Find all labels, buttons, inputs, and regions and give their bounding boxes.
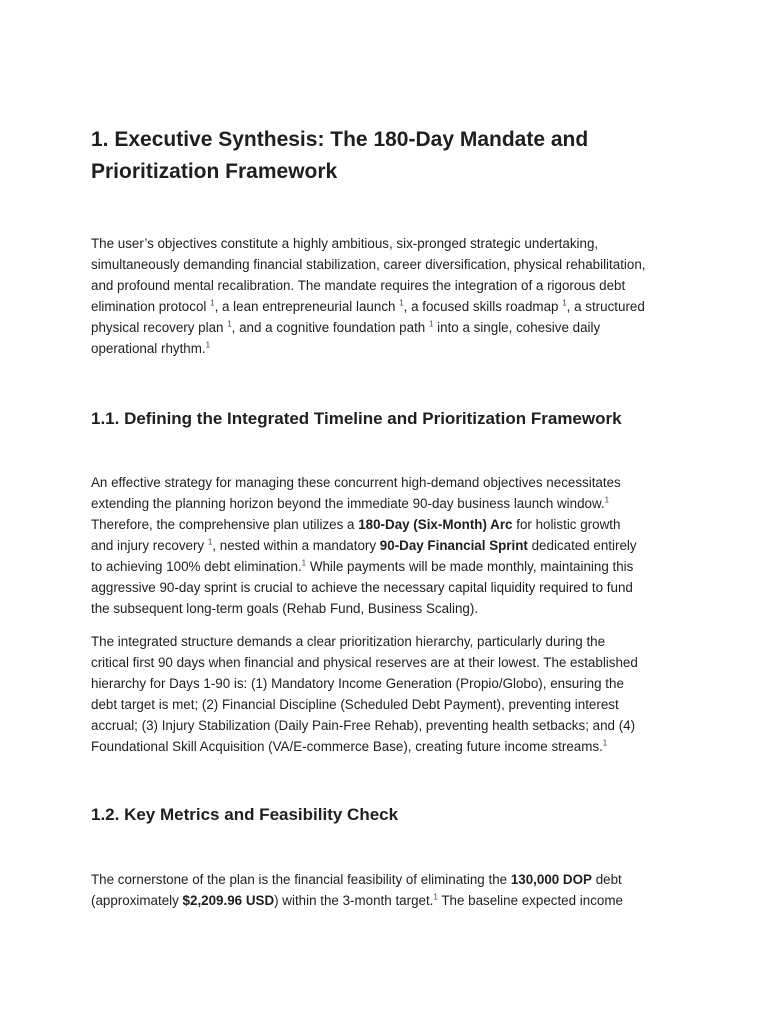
text-segment: extending the planning horizon beyond the immediate 90-day business launch window.: [91, 496, 605, 511]
text-segment: debt: [591, 872, 622, 887]
heading-line: 1. Executive Synthesis: The 180-Day Mandate and: [91, 128, 589, 151]
text-line: [91, 338, 681, 359]
text-segment: operational rhythm.: [91, 341, 206, 356]
text-line: [91, 736, 681, 757]
text-segment: and injury recovery: [91, 538, 208, 553]
text-segment: The baseline expected income: [437, 893, 623, 908]
heading-line: Prioritization Framework: [91, 160, 338, 183]
text-line: [91, 514, 681, 535]
text-segment: While payments will be made monthly, maintaining this: [306, 559, 634, 574]
text-segment: into a single, cohesive daily: [433, 320, 601, 335]
text-line: [91, 493, 681, 514]
bold-term: 130,000 DOP: [510, 872, 592, 887]
text-line: The user’s objectives constitute a highly ambitious, six-pronged strategic undertaking,: [91, 236, 599, 251]
paragraph-key-metrics: [91, 869, 681, 911]
section-1-2-heading: 1.2. Key Metrics and Feasibility Check: [91, 805, 399, 824]
text-segment: ) within the 3-month target.: [274, 893, 434, 908]
footnote-ref[interactable]: 1: [301, 558, 307, 568]
text-line: and profound mental recalibration. The mandate requires the integration of a rigorous debt: [91, 278, 626, 293]
text-line: [91, 556, 681, 577]
text-line: [91, 869, 681, 890]
text-segment: (approximately: [91, 893, 183, 908]
text-segment: , a lean entrepreneurial launch: [214, 299, 396, 314]
text-segment: dedicated entirely: [527, 538, 637, 553]
footnote-ref[interactable]: 1: [604, 495, 610, 505]
text-line: debt target is met; (2) Financial Discipline (Scheduled Debt Payment), preventing interest: [91, 697, 619, 712]
paragraph-executive-synthesis: [91, 233, 681, 359]
text-segment: , a focused skills roadmap: [403, 299, 559, 314]
text-segment: , a structured: [566, 299, 645, 314]
text-segment: to achieving 100% debt elimination.: [91, 559, 302, 574]
text-line: hierarchy for Days 1-90 is: (1) Mandatory Income Generation (Propio/Globo), ensuring the: [91, 676, 624, 691]
text-line: critical first 90 days when financial and physical reserves are at their lowest. The established: [91, 655, 638, 670]
text-segment: physical recovery plan: [91, 320, 224, 335]
footnote-ref[interactable]: 1: [399, 298, 404, 308]
text-segment: elimination protocol: [91, 299, 207, 314]
section-1-heading: [91, 124, 681, 188]
text-line: aggressive 90-day sprint is crucial to achieve the necessary capital liquidity required to fund: [91, 580, 633, 595]
footnote-ref[interactable]: 1: [562, 298, 567, 308]
footnote-ref[interactable]: 1: [602, 738, 608, 748]
footnote-ref[interactable]: 1: [428, 319, 434, 329]
footnote-ref[interactable]: 1: [207, 537, 213, 547]
text-segment: , and a cognitive foundation path: [231, 320, 426, 335]
bold-term: $2,209.96 USD: [182, 893, 275, 908]
text-line: simultaneously demanding financial stabilization, career diversification, physical rehabilitation,: [91, 257, 646, 272]
bold-term: 90-Day Financial Sprint: [379, 538, 528, 553]
footnote-ref[interactable]: 1: [205, 340, 211, 350]
paragraph-integrated-timeline: [91, 472, 681, 619]
text-line: The integrated structure demands a clear prioritization hierarchy, particularly during the: [91, 634, 606, 649]
bold-term: 180-Day (Six-Month) Arc: [358, 517, 513, 532]
text-line: An effective strategy for managing these concurrent high-demand objectives necessitates: [91, 475, 621, 490]
section-1-1-heading: 1.1. Defining the Integrated Timeline and Prioritization Framework: [91, 409, 622, 428]
text-segment: Therefore, the comprehensive plan utilizes a: [91, 517, 359, 532]
footnote-ref[interactable]: 1: [227, 319, 232, 329]
text-segment: The cornerstone of the plan is the financial feasibility of eliminating the: [91, 872, 511, 887]
text-segment: Foundational Skill Acquisition (VA/E-commerce Base), creating future income streams.: [91, 739, 603, 754]
text-line: [91, 317, 681, 338]
footnote-ref[interactable]: 1: [433, 892, 438, 902]
text-line: [91, 890, 681, 911]
paragraph-prioritization-hierarchy: [91, 631, 681, 757]
footnote-ref[interactable]: 1: [210, 298, 215, 308]
text-segment: , nested within a mandatory: [212, 538, 380, 553]
text-line: [91, 535, 681, 556]
text-line: accrual; (3) Injury Stabilization (Daily Pain-Free Rehab), preventing health setbacks; and (4): [91, 718, 636, 733]
text-line: the subsequent long-term goals (Rehab Fund, Business Scaling).: [91, 601, 479, 616]
text-line: [91, 296, 681, 317]
text-segment: for holistic growth: [512, 517, 621, 532]
